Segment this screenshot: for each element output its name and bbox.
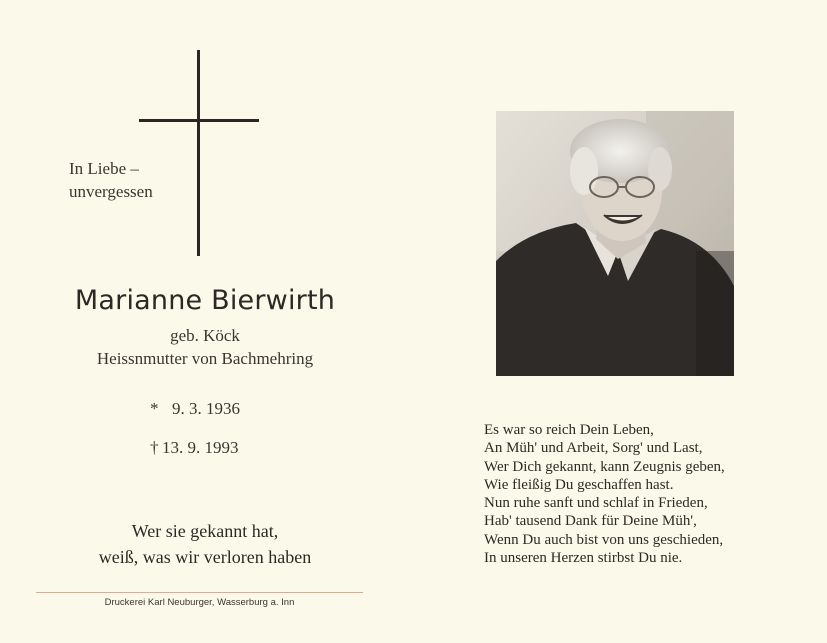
poem-line: In unseren Herzen stirbst Du nie.: [484, 550, 683, 567]
dedication-line-2: unvergessen: [69, 182, 153, 201]
deceased-name: Marianne Bierwirth: [74, 285, 336, 316]
saying-line-2: weiß, was wir verloren haben: [98, 547, 312, 567]
dedication: [69, 157, 153, 203]
death-date-row: [150, 438, 239, 458]
dedication-line-1: In Liebe –: [69, 159, 139, 178]
poem-line: Hab' tausend Dank für Deine Müh',: [484, 513, 697, 530]
printer-credit: Druckerei Karl Neuburger, Wasserburg a. Inn: [104, 597, 295, 608]
poem: [484, 421, 725, 567]
birth-symbol: *: [150, 399, 159, 418]
poem-line: Wie fleißig Du geschaffen hast.: [484, 476, 674, 493]
poem-line: Wenn Du auch bist von uns geschieden,: [484, 531, 724, 548]
death-symbol: †: [150, 438, 159, 457]
death-date: 13. 9. 1993: [162, 438, 239, 457]
maiden-name: geb. Köck: [170, 326, 240, 345]
memorial-saying: [40, 518, 370, 570]
deceased-title: Heissnmutter von Bachmehring: [96, 349, 314, 368]
birth-date: 9. 3. 1936: [172, 399, 240, 418]
poem-line: Es war so reich Dein Leben,: [484, 422, 654, 438]
poem-line: An Müh' und Arbeit, Sorg' und Last,: [484, 440, 703, 457]
portrait-photo: [496, 111, 734, 376]
saying-line-1: Wer sie gekannt hat,: [131, 521, 279, 541]
poem-line: Nun ruhe sanft und schlaf in Frieden,: [484, 495, 708, 512]
divider: [36, 592, 363, 593]
cross-icon: [197, 50, 200, 256]
cross-icon-bar: [139, 119, 259, 122]
poem-line: Wer Dich gekannt, kann Zeugnis geben,: [484, 458, 725, 475]
birth-date-row: [150, 399, 240, 419]
